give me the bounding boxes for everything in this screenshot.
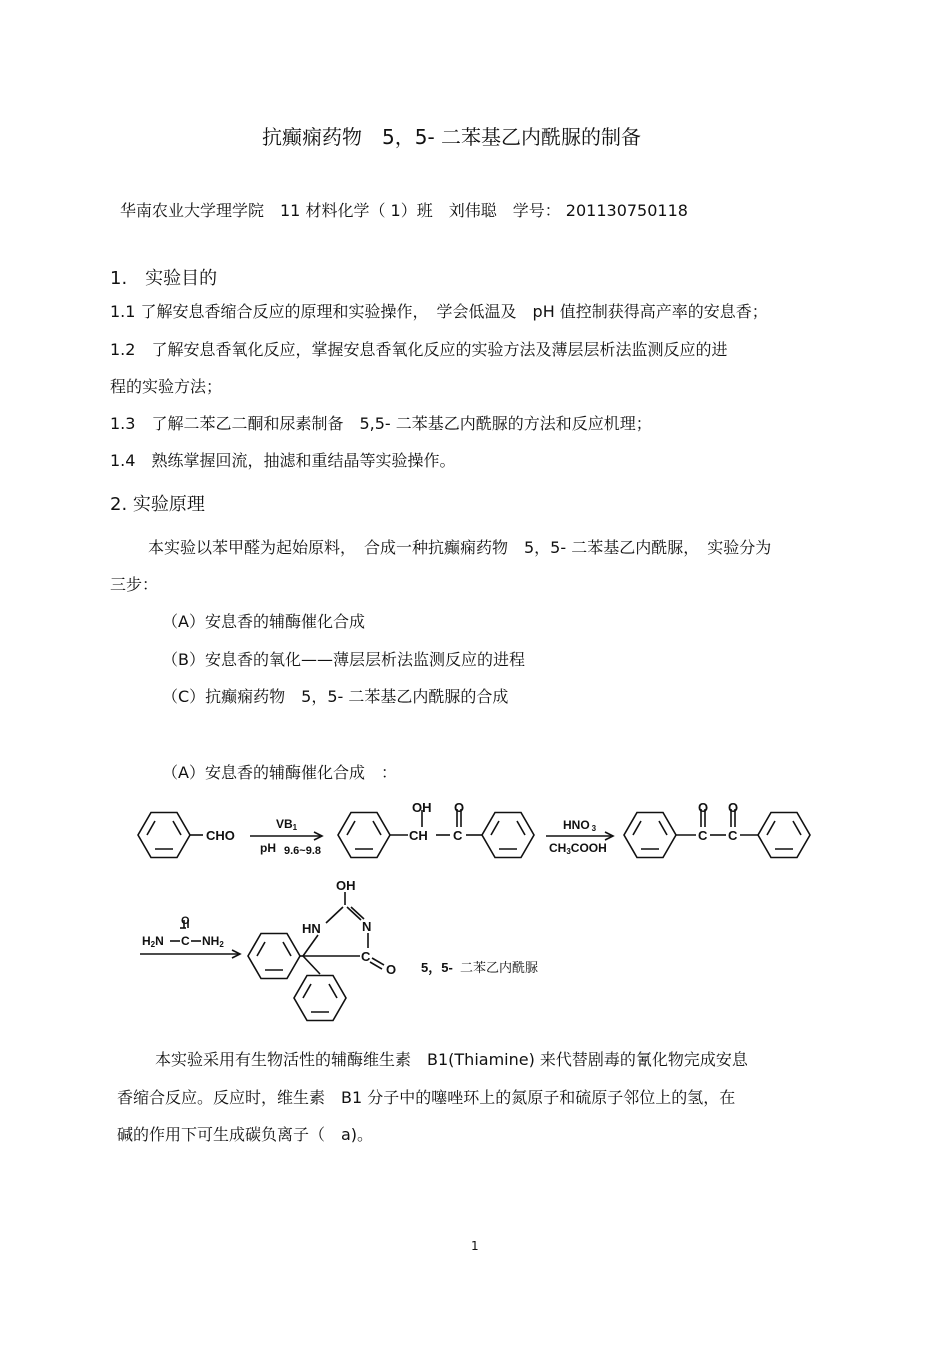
label-benzil-c1: C <box>698 828 708 843</box>
ring-bond-c5-n1 <box>303 935 318 956</box>
label-benzil-o2: O <box>728 800 739 815</box>
benzene-ring-hydantoin-lower <box>294 976 346 1021</box>
objective-1-4: 1.4 熟练掌握回流，抽滤和重结晶等实验操作。 <box>110 451 456 470</box>
label-benzoin-ch: CH <box>409 828 428 843</box>
thiamine-paragraph-line2: 香缩合反应。反应时，维生素 B1 分子中的噻唑环上的氮原子和硫原子邻位上的氢，在 <box>117 1088 736 1107</box>
label-benzoin-o: O <box>454 800 465 815</box>
page-title: 抗癫痫药物 5，5- 二苯基乙内酰脲的制备 <box>262 125 642 149</box>
reagent-ph: pH <box>260 841 276 855</box>
step-c: （C）抗癫痫药物 5，5- 二苯基乙内酰脲的合成 <box>162 687 509 706</box>
label-hydantoin-c: C <box>361 949 371 964</box>
label-urea-c: C <box>181 934 190 948</box>
section-2-heading: 2. 实验原理 <box>110 494 205 515</box>
objective-1-1: 1.1 了解安息香缩合反应的原理和实验操作， 学会低温及 pH 值控制获得高产率的安息香； <box>110 302 768 321</box>
urea-nh: NH <box>202 934 220 948</box>
product-label-name: 二苯乙内酰脲 <box>460 960 539 975</box>
reagent-hno3-main: HNO <box>563 818 590 832</box>
section-1-heading: 1. 实验目的 <box>110 268 218 289</box>
label-hydantoin-o: O <box>386 962 397 977</box>
step-b: （B）安息香的氧化——薄层层析法监测反应的进程 <box>162 650 525 669</box>
label-benzoin-oh: OH <box>412 800 432 815</box>
label-benzil-o1: O <box>698 800 709 815</box>
urea-nh2-sub: 2 <box>219 940 224 949</box>
thiamine-paragraph-line3: 碱的作用下可生成碳负离子（ a)。 <box>117 1125 374 1144</box>
label-hydantoin-hn: HN <box>302 921 321 936</box>
label-cho: CHO <box>206 828 235 843</box>
objective-1-3: 1.3 了解二苯乙二酮和尿素制备 5,5- 二苯基乙内酰脲的方法和反应机理； <box>110 414 652 433</box>
label-urea-h2n <box>142 934 164 949</box>
benzene-ring-benzaldehyde <box>138 813 190 858</box>
urea-n: N <box>155 934 164 948</box>
benzene-ring-benzil-left <box>624 813 676 858</box>
urea-h2-sub: 2 <box>150 940 156 949</box>
page-number: 1 <box>471 1239 479 1253</box>
label-urea-o: O <box>181 915 190 927</box>
reagent-cooh: COOH <box>570 841 607 855</box>
step-a: （A）安息香的辅酶催化合成 <box>162 612 365 631</box>
product-label-number: 5，5- <box>421 960 453 975</box>
benzene-ring-hydantoin-upper <box>248 934 300 979</box>
label-benzil-c2: C <box>728 828 738 843</box>
label-hydantoin-n: N <box>362 919 372 934</box>
label-hydantoin-oh: OH <box>336 878 356 893</box>
reagent-vb1 <box>276 817 298 832</box>
reagent-hno3 <box>563 818 597 833</box>
reagent-ch3-main: CH <box>549 841 567 855</box>
author-line: 华南农业大学理学院 11 材料化学（ 1）班 刘伟聪 学号： 201130750118 <box>120 201 688 220</box>
benzene-ring-benzil-right <box>758 813 810 858</box>
reagent-ch3-sub: 3 <box>566 847 571 856</box>
reagent-acetic-acid <box>549 841 607 856</box>
reagent-vb1-main: VB <box>276 817 293 831</box>
thiamine-paragraph-line1: 本实验采用有生物活性的辅酶维生素 B1(Thiamine) 来代替剧毒的氰化物完成安息 <box>155 1050 748 1069</box>
principle-paragraph-line1: 本实验以苯甲醛为起始原料， 合成一种抗癫痫药物 5，5- 二苯基乙内酰脲， 实验分为 <box>148 538 772 557</box>
reagent-hno3-sub: 3 <box>591 824 597 833</box>
objective-1-2: 1.2 了解安息香氧化反应，掌握安息香氧化反应的实验方法及薄层层析法监测反应的进 <box>110 340 728 359</box>
subsection-a-heading: （A）安息香的辅酶催化合成 ： <box>162 763 397 782</box>
reagent-ph-range: 9.6~9.8 <box>284 845 322 857</box>
label-urea-nh2 <box>202 934 224 949</box>
reagent-vb1-sub: 1 <box>292 823 298 832</box>
benzene-ring-benzoin-right <box>482 813 534 858</box>
label-benzoin-c: C <box>453 828 463 843</box>
reaction-scheme <box>0 790 950 1050</box>
benzene-ring-benzoin-left <box>338 813 390 858</box>
principle-paragraph-line2: 三步： <box>110 575 159 594</box>
urea-h: H <box>142 934 151 948</box>
objective-1-2-cont: 程的实验方法； <box>110 377 223 396</box>
